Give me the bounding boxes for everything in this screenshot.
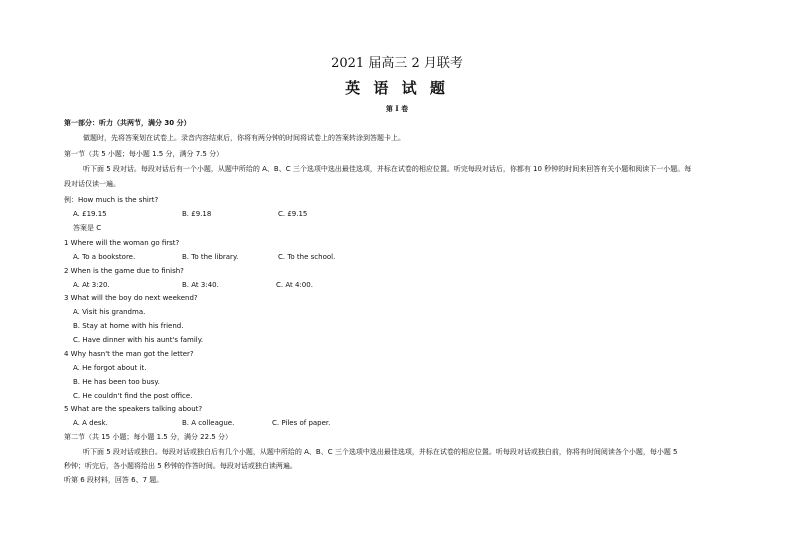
part1-heading: 第一部分：听力（共两节，满分 30 分） (64, 119, 191, 127)
question-3: 3 What will the boy do next weekend? (64, 294, 198, 302)
q4-option-a: A. He forgot about it. (73, 364, 147, 372)
q4-option-b: B. He has been too busy. (73, 378, 160, 386)
question-4: 4 Why hasn't the man got the letter? (64, 350, 194, 358)
exam-title: 2021 届高三 2 月联考 (331, 56, 463, 71)
example-question: 例：How much is the shirt? (64, 196, 159, 204)
volume-label: 第 I 卷 (385, 104, 409, 113)
q1-option-a: A. To a bookstore. (73, 253, 136, 261)
q5-option-a: A. A desk. (73, 419, 108, 427)
q3-option-a: A. Visit his grandma. (73, 308, 146, 316)
example-option-b: B. £9.18 (182, 210, 212, 218)
part1-instruction: 做题时，先将答案划在试卷上。录音内容结束后，你将有两分钟的时间将试卷上的答案转涂到答题卡上。 (83, 134, 405, 142)
example-answer: 答案是 C (73, 224, 102, 232)
section2-next-material: 听第 6 段材料，回答 6、7 题。 (64, 476, 164, 484)
section2-instruction-line2: 秒钟；听完后，各小题将给出 5 秒钟的作答时间。每段对话或独白读两遍。 (64, 462, 297, 470)
question-5: 5 What are the speakers talking about? (64, 405, 203, 413)
q4-option-c: C. He couldn't find the post office. (73, 392, 193, 400)
q5-option-c: C. Piles of paper. (272, 419, 331, 427)
section1-heading: 第一节（共 5 小题；每小题 1.5 分，满分 7.5 分） (64, 150, 224, 158)
example-option-a: A. £19.15 (73, 210, 107, 218)
section2-instruction-line1: 听下面 5 段对话或独白。每段对话或独白后有几个小题，从题中所给的 A、B、C 三个选项中选出最佳选项，并标在试卷的相应位置。听每段对话或独白前，你将有时间阅读各个小题，每小题 5 (83, 448, 678, 456)
question-1: 1 Where will the woman go first? (64, 239, 180, 247)
q5-option-b: B. A colleague. (182, 419, 235, 427)
q2-option-b: B. At 3:40. (182, 281, 219, 289)
section2-heading: 第二节（共 15 小题；每小题 1.5 分，满分 22.5 分） (64, 433, 232, 441)
q2-option-c: C. At 4:00. (276, 281, 313, 289)
q1-option-b: B. To the library. (182, 253, 239, 261)
section1-instruction-line2: 段对话仅读一遍。 (64, 180, 120, 188)
subject-title: 英 语 试 题 (345, 79, 449, 97)
q3-option-c: C. Have dinner with his aunt's family. (73, 336, 204, 344)
q2-option-a: A. At 3:20. (73, 281, 110, 289)
section1-instruction-line1: 听下面 5 段对话。每段对话后有一个小题，从题中所给的 A、B、C 三个选项中选出最佳选项，并标在试卷的相应位置。听完每段对话后，你都有 10 秒钟的时间来回答有关小题和阅读下一小题。每 (83, 165, 692, 173)
example-option-c: C. £9.15 (278, 210, 308, 218)
q3-option-b: B. Stay at home with his friend. (73, 322, 184, 330)
q1-option-c: C. To the school. (278, 253, 336, 261)
question-2: 2 When is the game due to finish? (64, 267, 184, 275)
